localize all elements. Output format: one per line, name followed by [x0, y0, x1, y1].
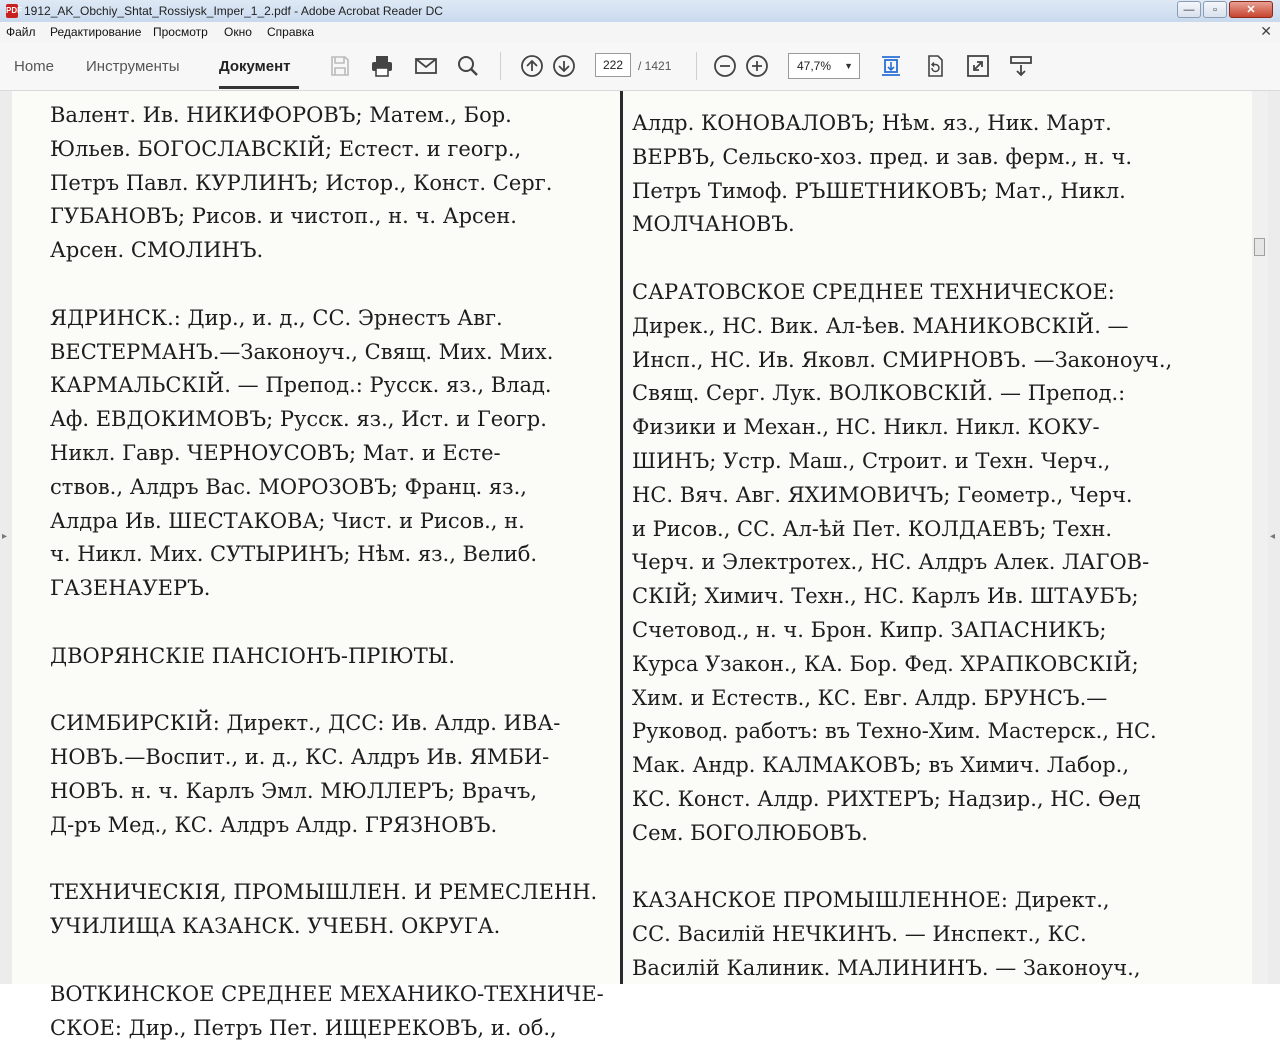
column-divider [620, 91, 623, 984]
text-line: КС. Конст. Алдр. РИХТЕРЪ; Надзир., НС. Ѳед [632, 787, 1141, 811]
text-line: ч. Никл. Мих. СУТЫРИНЪ; Нѣм. яз., Велиб. [50, 542, 538, 567]
customize-toolbar-icon[interactable] [1009, 54, 1033, 78]
text-line: ВОТКИНСКОЕ СРЕДНЕЕ МЕХАНИКО-ТЕХНИЧЕ- [50, 981, 604, 1006]
tab-tools[interactable]: Инструменты [86, 58, 180, 75]
page-total: / 1421 [638, 59, 672, 73]
text-line: Дирек., НС. Вик. Ал-ѣев. МАНИКОВСКІЙ. — [632, 313, 1129, 338]
text-line: ЯДРИНСК.: Дир., и. д., СС. Эрнестъ Авг. [50, 305, 503, 330]
text-line: ШИНЪ; Устр. Маш., Строит. и Техн. Черч., [632, 449, 1111, 473]
active-tab-indicator [219, 86, 299, 89]
rotate-page-icon[interactable] [923, 54, 947, 78]
text-line: Хим. и Естеств., КС. Евг. Алдр. БРУНСЪ.— [632, 685, 1108, 710]
text-line: Мак. Андр. КАЛМАКОВЪ; въ Химич. Лабор., [632, 753, 1130, 778]
menu-bar [0, 22, 1280, 43]
text-line: МОЛЧАНОВЪ. [632, 212, 795, 237]
text-line: и Рисов., СС. Ал-ѣй Пет. КОЛДАЕВЪ; Техн. [632, 516, 1113, 541]
text-line: Арсен. СМОЛИНЪ. [50, 238, 264, 263]
email-icon[interactable] [414, 54, 438, 78]
text-line: Аф. ЕВДОКИМОВЪ; Русск. яз., Ист. и Геогр. [50, 407, 547, 432]
tab-document[interactable]: Документ [219, 58, 291, 75]
expand-left-icon: ▸ [2, 531, 8, 542]
text-line: ДВОРЯНСКІЕ ПАНСІОНЪ-ПРІЮТЫ. [50, 643, 456, 668]
text-line: Никл. Гавр. ЧЕРНОУСОВЪ; Мат. и Есте- [50, 441, 501, 465]
page-number-input[interactable]: 222 [595, 53, 631, 77]
menu-edit[interactable]: Редактирование [50, 25, 142, 39]
text-line: СКОЕ: Дир., Петръ Пет. ИЩЕРЕКОВЪ, и. об., [50, 1015, 557, 1040]
text-line: КАРМАЛЬСКІЙ. — Препод.: Русск. яз., Влад. [50, 373, 552, 398]
tab-home[interactable]: Home [14, 58, 55, 75]
zoom-out-icon[interactable] [713, 54, 737, 78]
zoom-value: 47,7% [797, 59, 832, 73]
maximize-button[interactable]: ▫ [1203, 1, 1227, 18]
save-icon[interactable] [328, 54, 352, 78]
minimize-button[interactable]: — [1177, 1, 1201, 18]
pdf-icon: PDF [6, 4, 18, 18]
text-line: ГАЗЕНАУЕРЪ. [50, 576, 211, 601]
text-line: ВЕРВЪ, Сельско-хоз. пред. и зав. ферм., н. ч. [632, 144, 1133, 169]
text-line: Юльев. БОГОСЛАВСКІЙ; Естест. и геогр., [50, 136, 522, 161]
chevron-down-icon: ▼ [844, 61, 853, 71]
vertical-scrollbar[interactable] [1252, 91, 1268, 984]
text-line: Счетовод., н. ч. Брон. Кипр. ЗАПАСНИКЪ; [632, 618, 1107, 642]
text-line: ГУБАНОВЪ; Рисов. и чистоп., н. ч. Арсен. [50, 204, 517, 229]
window-title: 1912_AK_Obchiy_Shtat_Rossiysk_Imper_1_2.pdf - Adobe Acrobat Reader DC [24, 4, 443, 18]
text-line: НС. Вяч. Авг. ЯХИМОВИЧЪ; Геометр., Черч. [632, 482, 1133, 507]
text-line: НОВЪ. н. ч. Карлъ Эмл. МЮЛЛЕРЪ; Врачъ, [50, 779, 538, 803]
text-line: Физики и Механ., НС. Никл. Никл. КОКУ- [632, 415, 1100, 440]
text-line: Алдра Ив. ШЕСТАКОВА; Чист. и Рисов., н. [50, 508, 525, 533]
close-document-icon[interactable]: ✕ [1260, 23, 1272, 39]
zoom-in-icon[interactable] [745, 54, 769, 78]
text-line: УЧИЛИЩА КАЗАНСК. УЧЕБН. ОКРУГА. [50, 914, 501, 939]
text-line: СКІЙ; Химич. Техн., НС. Карлъ Ив. ШТАУБЪ; [632, 584, 1139, 609]
text-line: Руковод. работъ: въ Техно-Хим. Мастерск., НС. [632, 719, 1157, 744]
menu-window[interactable]: Окно [224, 25, 252, 39]
scroll-mode-icon[interactable] [879, 54, 903, 78]
text-line: Петръ Павл. КУРЛИНЪ; Истор., Конст. Серг. [50, 170, 553, 195]
text-line: СИМБИРСКІЙ: Директ., ДСС: Ив. Алдр. ИВА- [50, 711, 561, 736]
text-line: Д-ръ Мед., КС. Алдръ Алдр. ГРЯЗНОВЪ. [50, 812, 498, 837]
close-button[interactable]: ✕ [1229, 1, 1273, 18]
next-page-icon[interactable] [552, 54, 576, 78]
document-viewer [0, 91, 1280, 1040]
text-line: Алдр. КОНОВАЛОВЪ; Нѣм. яз., Ник. Март. [632, 111, 1112, 135]
document-page [12, 91, 1252, 1040]
text-line: Черч. и Электротех., НС. Алдръ Алек. ЛАГОВ- [632, 550, 1150, 575]
text-line: ТЕХНИЧЕСКІЯ, ПРОМЫШЛЕН. И РЕМЕСЛЕНН. [50, 880, 598, 905]
menu-view[interactable]: Просмотр [153, 25, 208, 39]
text-line: Инсп., НС. Ив. Яковл. СМИРНОВЪ. —Законоуч., [632, 347, 1173, 372]
text-line: Василій Калиник. МАЛИНИНЪ. — Законоуч., [632, 956, 1141, 980]
print-icon[interactable] [370, 54, 394, 78]
menu-file[interactable]: Файл [6, 25, 36, 39]
scrollbar-thumb[interactable] [1254, 238, 1265, 256]
text-line: НОВЪ.—Воспит., и. д., КС. Алдръ Ив. ЯМБИ- [50, 745, 550, 770]
full-screen-icon[interactable] [966, 54, 990, 78]
toolbar-separator [696, 52, 697, 80]
text-line: Сем. БОГОЛЮБОВЪ. [632, 820, 868, 845]
text-line: САРАТОВСКОЕ СРЕДНЕЕ ТЕХНИЧЕСКОЕ: [632, 280, 1115, 304]
toolbar-separator [500, 52, 501, 80]
right-panel-toggle[interactable] [1268, 91, 1280, 984]
text-line: Курса Узакон., КА. Бор. Фед. ХРАПКОВСКІЙ; [632, 651, 1139, 676]
text-line: КАЗАНСКОЕ ПРОМЫШЛЕННОЕ: Директ., [632, 888, 1110, 913]
zoom-select[interactable] [788, 53, 860, 79]
text-line: Валент. Ив. НИКИФОРОВЪ; Матем., Бор. [50, 103, 512, 127]
title-bar [0, 0, 1280, 22]
menu-help[interactable]: Справка [267, 25, 315, 39]
left-panel-toggle[interactable] [0, 91, 12, 984]
expand-right-icon: ◂ [1270, 531, 1276, 542]
text-line: Петръ Тимоф. РЪШЕТНИКОВЪ; Мат., Никл. [632, 178, 1126, 203]
search-icon[interactable] [456, 54, 480, 78]
text-line: Свящ. Серг. Лук. ВОЛКОВСКІЙ. — Препод.: [632, 381, 1126, 406]
previous-page-icon[interactable] [520, 54, 544, 78]
text-line: ствов., Алдръ Вас. МОРОЗОВЪ; Франц. яз., [50, 474, 527, 499]
text-line: ВЕСТЕРМАНЪ.—Законоуч., Свящ. Мих. Мих. [50, 339, 554, 364]
text-line: СС. Василій НЕЧКИНЪ. — Инспект., КС. [632, 922, 1087, 947]
